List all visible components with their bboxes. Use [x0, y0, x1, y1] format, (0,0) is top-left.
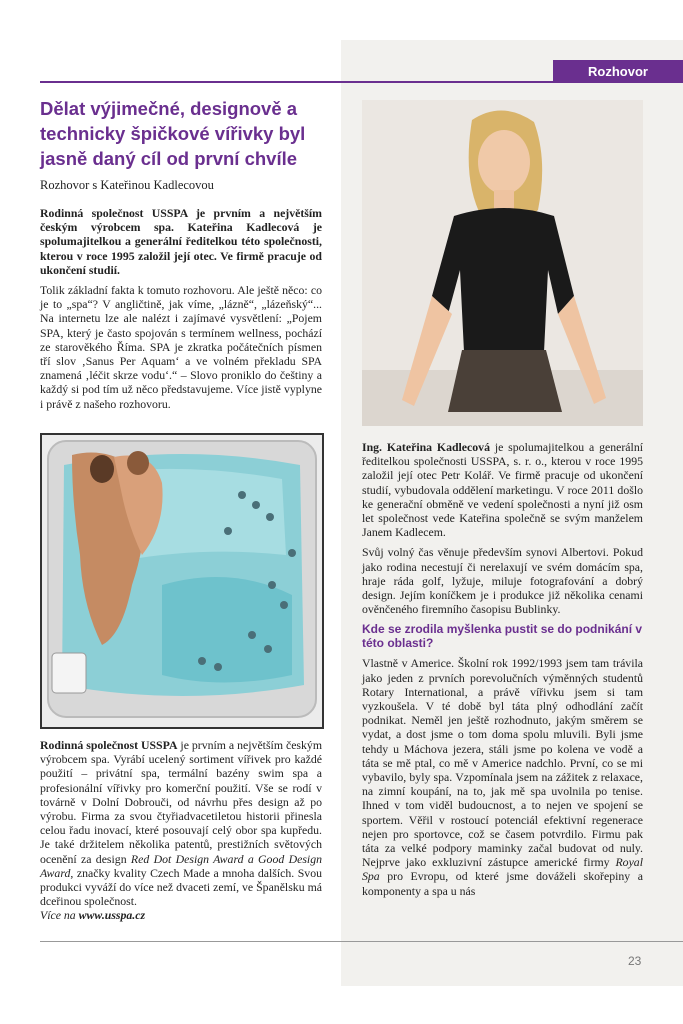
section-label: Rozhovor — [553, 60, 683, 83]
website-line — [40, 908, 322, 922]
website-link[interactable]: www.usspa.cz — [78, 908, 146, 923]
right-column — [362, 440, 643, 898]
article-headline: Dělat výjimečné, designově a technicky špičkové vířivky byl jasně daný cíl od první chvíle — [40, 98, 306, 169]
more-label: Více na — [40, 908, 79, 923]
answer-paragraph — [362, 656, 643, 897]
company-text: je prvním a největším českým výrobcem spa. Vyrábí ucelený sortiment vířivek pro každé použití – privátní spa, termální bazény swim spa a profesionální vířivky pro komerční použití. Vše se rodí v továrně v Dolní Dobrouči, od návrhu přes design až po výrobu. Firma za svou čtyřiadvacetiletou historii přinesla celou řadu inovací, které posouvají celý obor spa kupředu. Je také držitelem několika patentů, prestižních světových ocenění za design — [40, 738, 322, 866]
intro-paragraph: Tolik základní fakta k tomuto rozhovoru. Ale ještě něco: co je to „spa“? V angličtině, jak víme, „lázně“, „lázeňský“... Na internetu lze ale nalézt i zajímavé vysvětlení: „Pojem SPA, který je často spojován s termínem wellness, pochází ze starověkého Říma. SPA je zkratka počátečních písmen tří slov ‚Sanus Per Aquam‘ a ve volném překladu SPA znamená ‚léčit skrze vodu‘.“ – Slovo proniklo do češtiny a každý si pod tím už něco představujeme. Více jistě vyplyne i právě z našeho rozhovoru. — [40, 283, 322, 411]
left-column-bottom — [40, 738, 322, 923]
hot-tub-illustration — [42, 435, 322, 727]
portrait-illustration — [362, 100, 643, 426]
answer-brand: Royal Spa — [362, 855, 643, 884]
left-column-top — [40, 206, 322, 417]
hot-tub-photo — [40, 433, 324, 729]
portrait-photo — [362, 100, 643, 426]
company-text-end: , značky kvality Czech Made a mnoha dalších. Svou produkci vyváží do více než dvaceti zemí, ve Španělsku má dceřinou společnost. — [40, 865, 322, 909]
lead-paragraph: Rodinná společnost USSPA je prvním a největším českým výrobcem spa. Kateřina Kadlecová je spolumajitelkou a generální ředitelkou této společnosti, kterou v roce 1995 založil její otec. Ve firmě pracuje od ukončení studií. — [40, 206, 322, 277]
page-number: 23 — [628, 954, 642, 968]
answer-text: Vlastně v Americe. Školní rok 1992/1993 jsem tam trávila jako jeden z prvních porevolučních výměnných studentů Rotary International, a právě vířivku jsem si tam vyzkoušela. V té době byl táta plný odhodlání začít podnikat. Neměl jen ještě rozhodnuto, jakým směrem se vydat, a dost jsme o tom doma spolu mluvili. Byli jsme tehdy u Máchova jezera, stáli jsme po kolena ve vodě a táta se mě ptal, co mě v Americe nadchlo. První, co se mi vybavilo, byly spa. Vzpomínala jsem na zážitek z relaxace, na zimní koupání, na to, jak mě spa uvolnila po tenise. Ihned v tom viděl budoucnost, a to nejen ve spojení se sportem. Věřil v rostoucí potenciál efektivní regenerace nejen pro sportovce, což se časem potvrdilo. Firmu pak táta za velké podpory maminky začal budovat od nuly. Nejprve jako exkluzivní zástupce americké firmy — [362, 656, 643, 870]
company-paragraph — [40, 738, 322, 908]
interview-question: Kde se zrodila myšlenka pustit se do podnikání v této oblasti? — [362, 622, 643, 651]
byline: Rozhovor s Kateřinou Kadlecovou — [40, 178, 214, 192]
bio-name: Ing. Kateřina Kadlecová — [362, 440, 490, 454]
bio-paragraph — [362, 440, 643, 539]
footer-rule — [40, 941, 683, 942]
company-name: Rodinná společnost USSPA — [40, 738, 178, 752]
hobbies-paragraph: Svůj volný čas věnuje především synovi Albertovi. Pokud jako rodina necestují či nerelaxují ve svém domácím spa, hraje ráda golf, lyžuje, miluje fotografování a dobrý design. Jejím koníčkem je i produkce již několika cenami ověnčeného firemního časopisu Bublinky. — [362, 545, 643, 617]
bio-text: je spolumajitelkou a generální ředitelkou společnosti USSPA, s. r. o., kterou v roce 1995 založil její otec Petr Kolář. Ve firmě pracuje od ukončení studií, vybudovala oddělení marketingu. V roce 2011 došlo ke generační obměně ve vedení společnosti a nyní již osm let společnost vede Kateřina společně se svým manželem Janem Kadlecem. — [362, 440, 643, 540]
company-awards: Red Dot Design Award a Good Design Award — [40, 851, 322, 880]
answer-text-end: pro Evropu, od které jsme dováželi skořepiny a komponenty a spa u nás — [362, 869, 643, 898]
